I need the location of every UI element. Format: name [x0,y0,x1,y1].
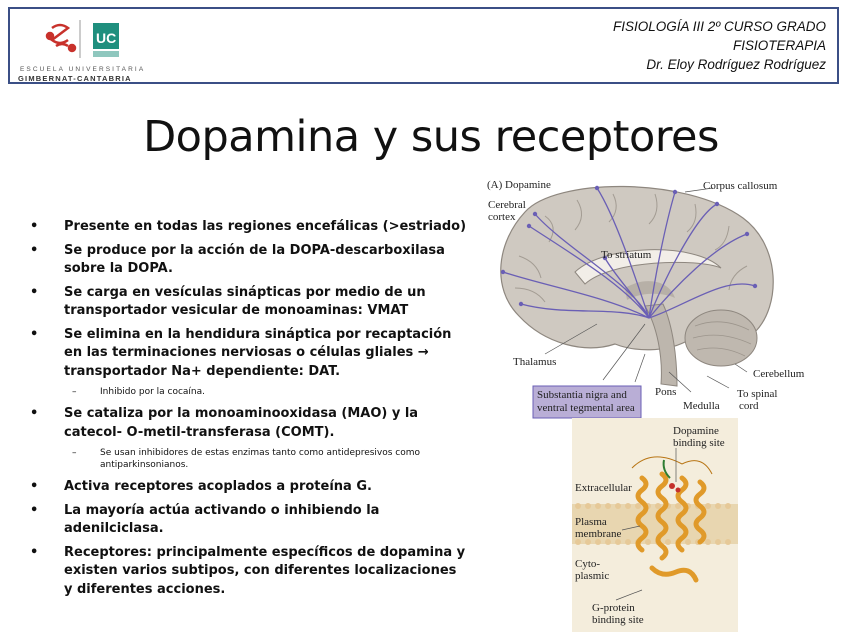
school-name-line2: GIMBERNAT-CANTABRIA [18,74,132,83]
school-name-line1: ESCUELA UNIVERSITARIA [20,66,146,73]
substantia-nigra-label2: ventral tegmental area [537,402,635,414]
sub-bullet-item [28,447,468,471]
bullet-text: Se cataliza por la monoaminooxidasa (MAO) y la catecol- O-metil-transferasa (COMT). [64,406,419,440]
dopamine-site-label2: binding site [673,437,725,449]
course-line1: FISIOLOGÍA III 2º CURSO GRADO [613,19,826,34]
bullet-item [28,478,468,497]
bullet-dot-icon: • [30,219,39,234]
sub-bullet-text: Se usan inhibidores de estas enzimas tanto como antidepresivos como antiparkinsonianos. [100,448,421,470]
spinal-cord-label2: cord [739,400,759,412]
bullet-text: La mayoría actúa activando o inhibiendo la adenilciclasa. [64,502,380,536]
bullet-dot-icon: • [30,479,39,494]
bullet-item [28,544,468,600]
sub-bullet-text: Inhibido por la cocaína. [100,387,206,397]
medulla-label: Medulla [683,400,720,412]
striatum-label: To striatum [601,249,652,261]
corpus-callosum-label: Corpus callosum [703,180,778,192]
cortex-label: cortex [488,211,516,223]
slide-header [8,7,839,84]
substantia-nigra-label: Substantia nigra and [537,389,627,401]
brain-illustration [485,176,790,420]
bullet-dot-icon: • [30,242,39,258]
bullet-dot-icon: • [30,326,39,342]
course-line2: FISIOTERAPIA [732,38,826,53]
bullet-text: Se elimina en la hendidura sináptica por recaptación en las terminaciones nerviosas o células gliales → transportador Na+ dependiente: DAT. [64,326,452,379]
sub-bullet-dash: – [72,448,77,458]
logo-emblem-icon [16,14,147,64]
bullet-item [28,284,468,321]
bullet-item [28,502,468,539]
sub-bullet-dash: – [72,387,77,397]
bullet-text: Presente en todas las regiones encefálicas (>estriado) [64,219,467,234]
plasma-membrane-label2: membrane [575,528,622,540]
brain-dopamine-figure [485,176,805,420]
bullet-dot-icon: • [30,406,39,421]
bullet-text: Se produce por la acción de la DOPA-descarboxilasa sobre la DOPA. [64,242,445,276]
plasma-membrane-label: Plasma [575,516,607,528]
author-name: Dr. Eloy Rodríguez Rodríguez [646,57,826,72]
bullet-list [28,218,468,604]
dopamine-receptor-figure [572,418,738,632]
pons-label: Pons [655,386,677,398]
cytoplasmic-label: Cyto- [575,558,601,570]
bullet-text: Receptores: principalmente específicos de dopamina y existen varios subtipos, con diferentes localizaciones y diferentes acciones. [64,544,466,597]
g-protein-site-label2: binding site [592,614,644,626]
slide-title: Dopamina y sus receptores [143,112,719,162]
g-protein-site-label: G-protein [592,602,635,614]
bullet-dot-icon: • [30,502,39,518]
dopamine-site-label: Dopamine [673,425,719,437]
bullet-dot-icon: • [30,284,39,300]
bullet-text: Se carga en vesículas sinápticas por medio de un transportador vesicular de monoaminas: VMAT [64,284,426,318]
extracellular-label: Extracellular [575,482,632,494]
spinal-cord-label: To spinal [737,388,778,400]
bullet-dot-icon: • [30,544,39,560]
bullet-item [28,218,468,237]
cerebral-label: Cerebral [488,199,526,211]
thalamus-label: Thalamus [513,356,557,368]
cerebellum-label: Cerebellum [753,368,805,380]
cytoplasmic-label2: plasmic [575,570,610,582]
bullet-item [28,405,468,442]
panel-label: (A) Dopamine [487,179,551,191]
bullet-item [28,326,468,382]
sub-bullet-item [28,386,468,398]
bullet-item [28,242,468,279]
bullet-text: Activa receptores acoplados a proteína G. [64,479,372,494]
svg-text:UC: UC [96,30,117,46]
course-info [613,17,826,74]
school-logo [16,14,147,82]
